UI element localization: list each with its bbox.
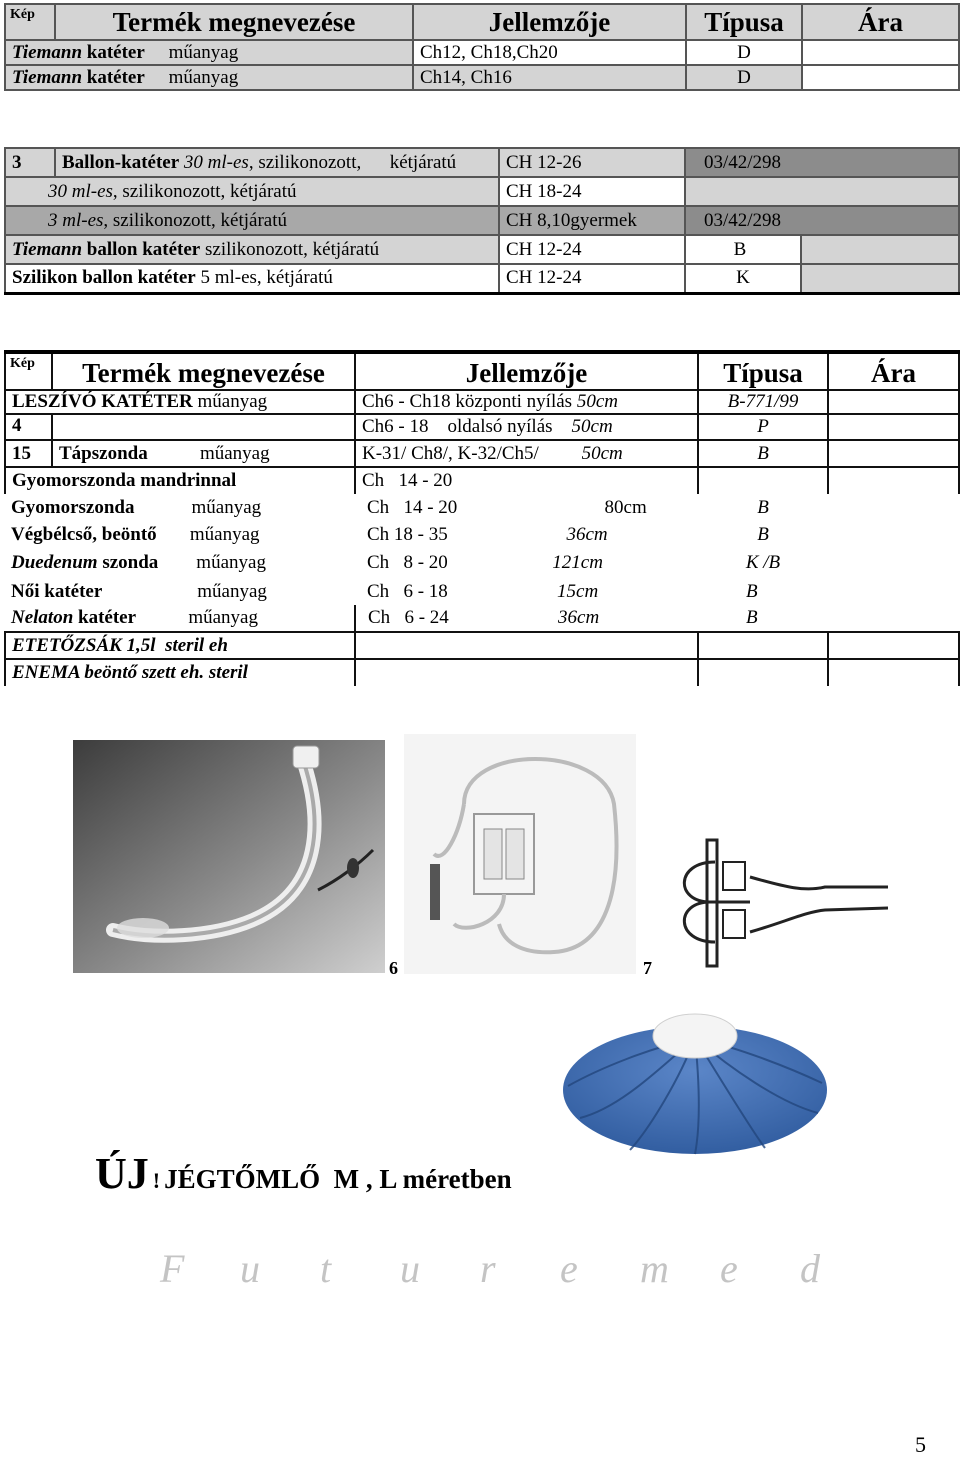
promo-new: ÚJ [95,1149,149,1198]
page-number: 5 [915,1432,926,1457]
product-name: Tiemann katéter műanyag [5,65,413,90]
product-price [828,659,959,686]
cannula-photo [404,734,636,974]
product-type [698,467,828,494]
product-type: K /B [745,552,781,573]
product-type: 03/42/298 [685,206,959,235]
table-row [5,148,959,177]
product-price [828,632,959,659]
product-type: B [698,605,828,632]
product-type: B [757,523,769,545]
product-name: Tápszonda műanyag [52,440,355,467]
brand-watermark [160,1245,880,1292]
product-name: LESZÍVÓ KATÉTER műanyag [5,390,355,414]
product-name: Gyomorszonda mandrinnal [5,467,355,494]
product-price [801,235,959,264]
table-row [5,264,959,293]
product-price [828,440,959,467]
product-spec: Ch 8 - 20 121cm [367,552,603,573]
tube-photo [73,740,385,973]
product-type: B [698,440,828,467]
product-price [828,414,959,440]
product-name: 3 ml-es, szilikonozott, kétjáratú [5,206,499,235]
product-spec: Ch 18 - 35 36cm [367,523,608,545]
product-price [828,548,959,578]
promo-heading [95,1148,512,1199]
product-name: Ballon-katéter 30 ml-es, szilikonozott, kétjáratú [55,148,499,177]
promo-exclamation: ! [152,1168,161,1193]
product-spec: CH 12-24 [499,235,685,264]
product-spec: Ch14, Ch16 [413,65,686,90]
header-type: Típusa [686,4,802,40]
product-name: Tiemann ballon katéter szilikonozott, kétjáratú [5,235,499,264]
product-type: B-771/99 [698,390,828,414]
product-type: K [685,264,801,293]
product-name: Női katéter műanyag [11,580,267,602]
row-number: 4 [5,414,52,440]
table-row [5,390,959,414]
table-row [5,605,959,632]
product-price [828,605,959,632]
product-type: B [746,580,758,602]
header-type: Típusa [698,352,828,390]
table-2 [4,147,960,295]
row-number: 15 [5,440,52,467]
table-row [5,40,959,65]
product-name: Nelaton katéter műanyag [5,605,355,632]
product-spec: Ch 14 - 20 80cm [367,496,647,518]
brand-letter: t [320,1246,332,1291]
product-price [828,578,959,605]
table-1 [4,3,960,91]
product-type: B [757,496,769,518]
table-row [5,65,959,90]
table-row [5,632,959,659]
product-name: 30 ml-es, szilikonozott, kétjáratú [5,177,499,206]
table-row [5,235,959,264]
product-type: P [698,414,828,440]
product-spec: CH 8,10gyermek [499,206,685,235]
product-spec [355,659,698,686]
table-row [5,440,959,467]
product-price [802,65,959,90]
product-name: ETETŐZSÁK 1,5l steril eh [5,632,355,659]
product-price [828,467,959,494]
product-type: B [685,235,801,264]
mask-photo [655,832,888,974]
header-kep: Kép [5,4,55,40]
product-price [802,40,959,65]
product-spec: Ch12, Ch18,Ch20 [413,40,686,65]
product-type: D [686,65,802,90]
product-spec [355,632,698,659]
product-price [828,494,959,521]
product-spec: CH 18-24 [499,177,685,206]
product-name [52,414,355,440]
product-spec: K-31/ Ch8/, K-32/Ch5/ 50cm [355,440,698,467]
product-name: Végbélcső, beöntő műanyag [11,523,260,545]
table-row [5,414,959,440]
product-spec: Ch 6 - 18 15cm [367,580,599,602]
header-price: Ára [828,352,959,390]
brand-letter: d [800,1246,820,1291]
table-3 [4,350,960,686]
product-name: Duedenum szonda műanyag [11,552,266,573]
product-price [828,390,959,414]
header-name: Termék megnevezése [52,352,355,390]
image-label-6: 6 [389,958,398,978]
brand-letter: e [720,1246,738,1291]
table-row [5,467,959,494]
table-row [5,548,959,578]
brand-letter: u [240,1246,260,1291]
product-price [828,521,959,548]
row-number: 3 [5,148,55,177]
product-name: ENEMA beöntő szett eh. steril [5,659,355,686]
brand-letter: e [560,1246,578,1291]
product-name: Gyomorszonda műanyag [11,496,262,518]
table-row [5,206,959,235]
brand-letter: u [400,1246,420,1291]
ice-bag-photo [560,1008,830,1158]
product-spec: Ch6 - 18 oldalsó nyílás 50cm [355,414,698,440]
product-name: Szilikon ballon katéter 5 ml-es, kétjáratú [5,264,499,293]
product-type [698,632,828,659]
brand-letter: F [160,1246,185,1291]
header-kep: Kép [5,352,52,390]
table-row [5,494,959,521]
table-row [5,578,959,605]
product-spec: Ch6 - Ch18 központi nyílás 50cm [355,390,698,414]
table-row [5,659,959,686]
product-type: 03/42/298 [685,148,959,177]
image-label-7: 7 [643,958,652,978]
header-price: Ára [802,4,959,40]
header-spec: Jellemzője [355,352,698,390]
product-type [685,177,959,206]
product-spec: Ch 14 - 20 [355,467,698,494]
product-name: Tiemann katéter műanyag [5,40,413,65]
product-price [801,264,959,293]
product-spec: CH 12-24 [499,264,685,293]
table-row [5,521,959,548]
product-spec: CH 12-26 [499,148,685,177]
product-type [698,659,828,686]
brand-letter: m [640,1246,669,1291]
table-row [5,177,959,206]
header-name: Termék megnevezése [55,4,413,40]
brand-letter: r [480,1246,496,1291]
product-type: D [686,40,802,65]
promo-text: JÉGTŐMLŐ M , L méretben [164,1164,512,1194]
header-spec: Jellemzője [413,4,686,40]
product-spec: Ch 6 - 24 36cm [355,605,698,632]
